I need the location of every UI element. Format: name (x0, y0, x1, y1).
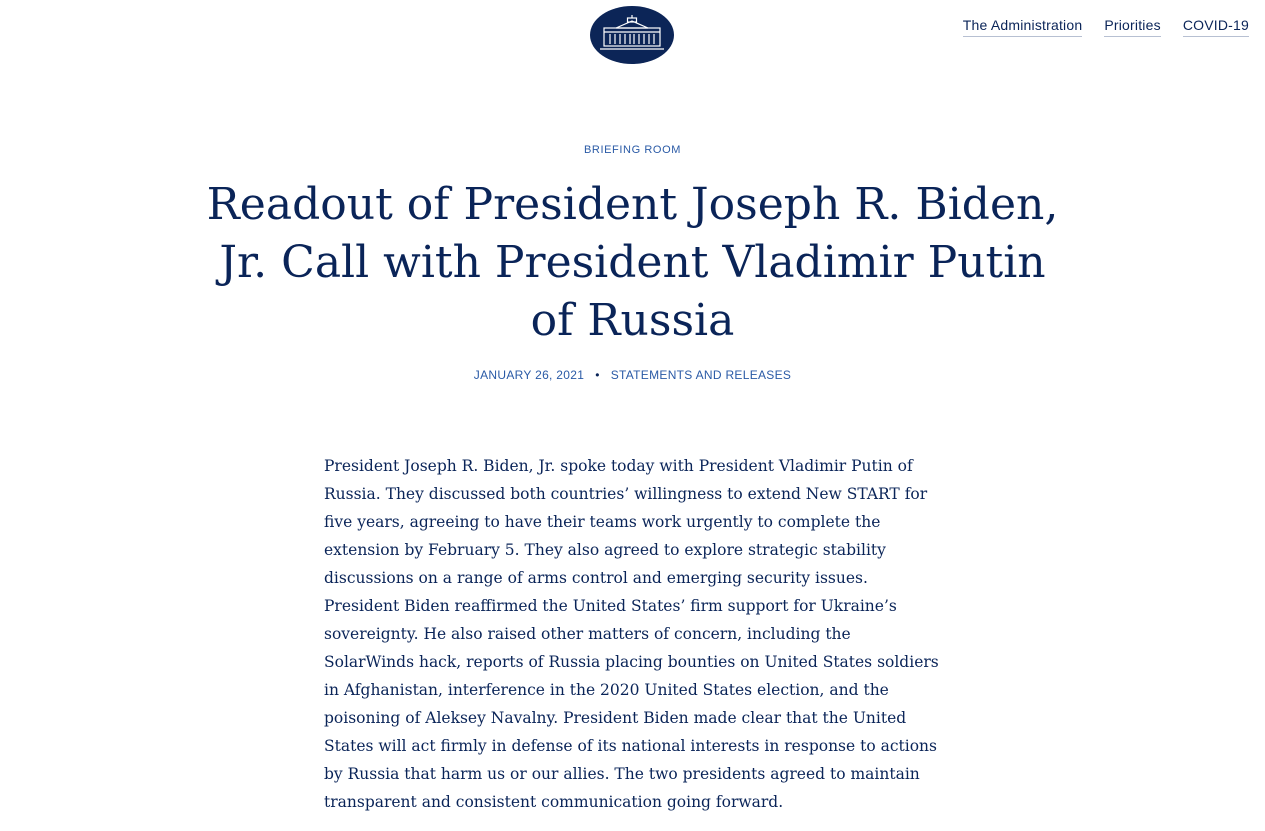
article-meta (0, 368, 1265, 382)
primary-nav (963, 17, 1249, 37)
nav-covid-19[interactable]: COVID-19 (1183, 17, 1249, 37)
meta-separator: • (595, 368, 600, 382)
article-date: JANUARY 26, 2021 (473, 368, 585, 382)
page-title: Readout of President Joseph R. Biden, Jr. Call with President Vladimir Putin of Russia (206, 179, 1059, 346)
category-link[interactable]: STATEMENTS AND RELEASES (610, 368, 792, 382)
nav-the-administration[interactable]: The Administration (963, 17, 1083, 37)
section-label: BRIEFING ROOM (583, 144, 682, 156)
nav-priorities[interactable]: Priorities (1104, 17, 1160, 37)
white-house-logo[interactable] (590, 6, 674, 64)
article-body: President Joseph R. Biden, Jr. spoke today with President Vladimir Putin of Russia. They discussed both countries’ willingness to extend New START for five years, agreeing to have their teams work urgently to complete the extension by February 5. They also agreed to explore strategic stability discussions on a range of arms control and emerging security issues. President Biden reaffirmed the United States’ firm support for Ukraine’s sovereignty. He also raised other matters of concern, including the SolarWinds hack, reports of Russia placing bounties on United States soldiers in Afghanistan, interference in the 2020 United States election, and the poisoning of Aleksey Navalny. President Biden made clear that the United States will act firmly in defense of its national interests in response to actions by Russia that harm us or our allies. The two presidents agreed to maintain transparent and consistent communication going forward. (324, 457, 939, 811)
white-house-icon (590, 6, 674, 64)
